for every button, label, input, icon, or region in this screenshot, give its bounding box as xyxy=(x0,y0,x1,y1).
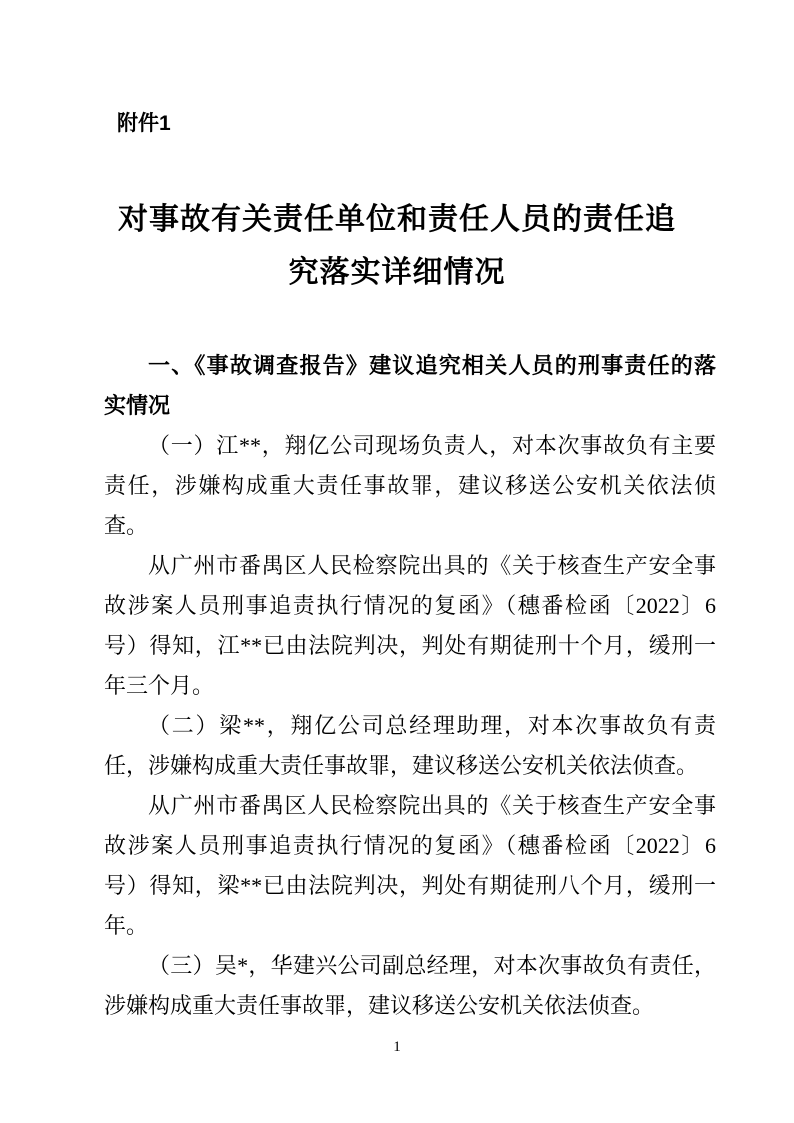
text-line: 查。 xyxy=(104,513,149,538)
text-line: 实情况 xyxy=(104,393,171,418)
text-line: 一、《事故调查报告》建议追究相关人员的刑事责任的落 xyxy=(148,353,716,378)
paragraph-3 xyxy=(104,706,716,786)
text-line: 任，涉嫌构成重大责任事故罪，建议移送公安机关依法侦查。 xyxy=(104,753,699,778)
text-line: 号）得知，江**已由法院判决，判处有期徒刑十个月，缓刑一 xyxy=(104,633,716,658)
paragraph-5 xyxy=(104,946,716,1026)
paragraph-4 xyxy=(104,786,716,946)
text-line: 年三个月。 xyxy=(104,673,215,698)
text-line: 号）得知，梁**已由法院判决，判处有期徒刑八个月，缓刑一 xyxy=(104,873,716,898)
text-line: 年。 xyxy=(104,913,149,938)
text-line: （二）梁**，翔亿公司总经理助理，对本次事故负有责 xyxy=(148,713,716,738)
document-title xyxy=(60,193,734,299)
paragraph-2 xyxy=(104,546,716,706)
text-line: 究落实详细情况 xyxy=(288,256,506,289)
text-line: （三）吴*，华建兴公司副总经理，对本次事故负有责任， xyxy=(148,953,716,978)
text-line: 责任，涉嫌构成重大责任事故罪，建议移送公安机关依法侦 xyxy=(104,473,716,498)
text-line: 从广州市番禺区人民检察院出具的《关于核查生产安全事 xyxy=(148,793,716,818)
text-line: 故涉案人员刑事追责执行情况的复函》（穗番检函〔2022〕6 xyxy=(104,593,716,618)
text-line: 故涉案人员刑事追责执行情况的复函》（穗番检函〔2022〕6 xyxy=(104,833,716,858)
attachment-label: 附件1 xyxy=(117,112,171,135)
section-heading xyxy=(104,346,716,426)
paragraph-1 xyxy=(104,426,716,546)
text-line: 涉嫌构成重大责任事故罪，建议移送公安机关依法侦查。 xyxy=(104,993,655,1018)
text-line: 对事故有关责任单位和责任人员的责任追 xyxy=(118,203,676,236)
text-line: 从广州市番禺区人民检察院出具的《关于核查生产安全事 xyxy=(148,553,716,578)
document-body xyxy=(104,346,716,1026)
page-number: 1 xyxy=(393,1039,401,1055)
text-line: （一）江**，翔亿公司现场负责人，对本次事故负有主要 xyxy=(148,433,716,458)
